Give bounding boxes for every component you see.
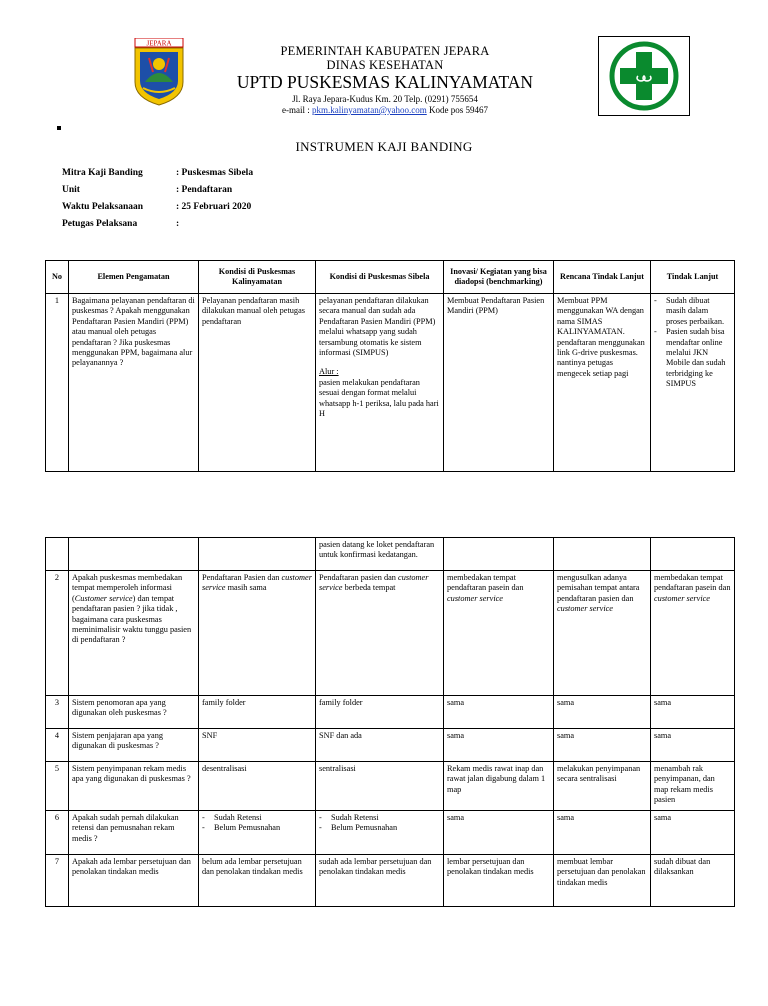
cell-elemen: Apakah sudah pernah dilakukan retensi dan pemusnahan rekam medis ? [69,811,199,855]
institution-name: UPTD PUSKESMAS KALINYAMATAN [236,72,534,92]
email-suffix: Kode pos 59467 [426,105,488,115]
table-row [46,571,735,696]
empty-cell [554,538,651,571]
cell-elemen: Bagaimana pelayanan pendaftaran di puskesmas ? Apakah menggunakan Pendaftaran Pasien Mandiri (PPM) atau manual oleh petugas pendaftaran ? Jika puskesmas menggunakan PPM, bagaimana alur pelayanannya ? [69,294,199,472]
cell-kalinyamatan [199,571,316,696]
column-header: Elemen Pengamatan [69,261,199,294]
cell-sibela: family folder [316,696,444,729]
row-number: 7 [46,855,69,907]
cell-kalinyamatan: Pelayanan pendaftaran masih dilakukan manual oleh petugas pendaftaran [199,294,316,472]
tindak-list [654,296,731,390]
cell-sibela: sudah ada lembar persetujuan dan penolakan tindakan medis [316,855,444,907]
puskesmas-logo-icon [598,36,690,116]
meta-label: Unit [62,184,80,195]
column-header: No [46,261,69,294]
cell-sibela [316,294,444,472]
cell-tindak [651,294,735,472]
cell-rencana: sama [554,696,651,729]
table-row [46,696,735,729]
meta-row [62,164,253,181]
cell-rencana: membuat lembar persetujuan dan penolakan tindakan medis [554,855,651,907]
meta-label: Mitra Kaji Banding [62,167,143,178]
cell-elemen: Apakah ada lembar persetujuan dan penolakan tindakan medis [69,855,199,907]
cell-tindak: sudah dibuat dan dilaksankan [651,855,735,907]
list-item: - Sudah Retensi [202,813,312,823]
text-italic: customer service [319,573,429,593]
benchmark-table-part2 [45,537,735,907]
cell-kalinyamatan: family folder [199,696,316,729]
alur-label: Alur : [319,367,339,377]
meta-row [62,198,253,215]
meta-value: : 25 Februari 2020 [176,201,252,212]
cell-elemen: Sistem penyimpanan rekam medis apa yang digunakan di puskesmas ? [69,762,199,811]
cell-tindak: sama [651,696,735,729]
text-part: Apakah puskesmas membedakan tempat memperoleh informasi ( [72,573,183,603]
cell-rencana: Membuat PPM menggunakan WA dengan nama SIMAS KALINYAMATAN. pendaftaran menggunakan link G-drive puskesmas. nantinya petugas mengecek setiap pagi [554,294,651,472]
meta-value: : Puskesmas Sibela [176,167,254,178]
text-italic: customer service [557,604,613,614]
list-item: - Belum Pemusnahan [319,823,440,833]
cell-sibela [316,811,444,855]
empty-cell [199,538,316,571]
cell-tindak [651,571,735,696]
department-name: DINAS KESEHATAN [326,58,444,72]
cell-inovasi: sama [444,696,554,729]
table-row [46,811,735,855]
row-number: 4 [46,729,69,762]
empty-cell [46,538,69,571]
cell-elemen: Sistem penomoran apa yang digunakan oleh puskesmas ? [69,696,199,729]
list-item: - Sudah Retensi [319,813,440,823]
text-part: mengusulkan adanya pemisahan tempat antara pendaftaran pasien dan [557,573,640,603]
cell-rencana: melakukan penyimpanan secara sentralisasi [554,762,651,811]
email-line [200,105,570,116]
status-list [202,813,312,834]
meta-label: Petugas Pelaksana [62,218,138,229]
address: Jl. Raya Jepara-Kudus Km. 20 Telp. (0291) 755654 [292,94,478,104]
cell-tindak: sama [651,811,735,855]
cell-sibela [316,571,444,696]
list-item: - Pasien sudah bisa mendaftar online melalui JKN Mobile dan sudah terbridging ke SIMPUS [654,327,731,389]
cell-rencana [554,571,651,696]
text-italic: customer service [202,573,312,593]
cell-elemen [69,571,199,696]
table-header-row [46,261,735,294]
cell-kalinyamatan: belum ada lembar persetujuan dan penolakan tindakan medis [199,855,316,907]
cell-inovasi [444,571,554,696]
table-row [46,729,735,762]
column-header: Tindak Lanjut [651,261,735,294]
meta-value: : Pendaftaran [176,184,233,195]
text-part: membedakan tempat pendaftaran pasein dan [654,573,731,593]
sibela-text: pelayanan pendaftaran dilakukan secara manual dan sudah ada Pendaftaran Pasien Mandiri (PPM) melalui whatsapp yang sudah tersambung otomatis ke sistem informasi (SIMPUS) [319,296,436,358]
empty-cell [69,538,199,571]
cell-rencana: sama [554,729,651,762]
bullet-marker [57,126,61,130]
column-header: Rencana Tindak Lanjut [554,261,651,294]
cell-inovasi: lembar persetujuan dan penolakan tindakan medis [444,855,554,907]
text-italic: Customer service [74,593,133,603]
letterhead [200,44,570,116]
cell-inovasi: sama [444,729,554,762]
cell-tindak: sama [651,729,735,762]
text-part: berbeda tempat [342,583,396,593]
cell-sibela: SNF dan ada [316,729,444,762]
cell-sibela: sentralisasi [316,762,444,811]
sibela-alur-text: pasien melakukan pendaftaran sesuai dengan format melalui whatsapp h-1 periksa, lalu pada hari H [319,377,439,419]
row-number: 1 [46,294,69,472]
text-part: masih sama [225,583,267,593]
row-number: 3 [46,696,69,729]
row-number: 6 [46,811,69,855]
cell-inovasi: Rekam medis rawat inap dan rawat jalan digabung dalam 1 map [444,762,554,811]
column-header: Kondisi di Puskesmas Kalinyamatan [199,261,316,294]
empty-cell [651,538,735,571]
text-part: Pendaftaran Pasien dan [202,573,282,582]
cell-sibela: pasien datang ke loket pendaftaran untuk konfirmasi kedatangan. [316,538,444,571]
cell-inovasi: Membuat Pendaftaran Pasien Mandiri (PPM) [444,294,554,472]
benchmark-table-part1 [45,260,735,472]
table-row [46,855,735,907]
cell-elemen: Sistem penjajaran apa yang digunakan di puskesmas ? [69,729,199,762]
cell-tindak: menambah rak penyimpanan, dan map rekam medis pasien [651,762,735,811]
cell-inovasi: sama [444,811,554,855]
status-list [319,813,440,834]
cell-kalinyamatan: SNF [199,729,316,762]
list-item: - Belum Pemusnahan [202,823,312,833]
email-link[interactable]: pkm.kalinyamatan@yahoo.com [311,105,427,115]
empty-cell [444,538,554,571]
column-header: Inovasi/ Kegiatan yang bisa diadopsi (benchmarking) [444,261,554,294]
text-italic: customer service [447,593,503,603]
column-header: Kondisi di Puskesmas Sibela [316,261,444,294]
text-part: membedakan tempat pendaftaran pasein dan [447,573,524,593]
row-number: 2 [46,571,69,696]
crest-label: JEPARA [146,39,172,48]
email-prefix: e-mail : [281,105,312,115]
list-item: - Sudah dibuat masih dalam proses perbaikan. [654,296,731,327]
cell-kalinyamatan [199,811,316,855]
table-row [46,762,735,811]
row-number: 5 [46,762,69,811]
cell-rencana: sama [554,811,651,855]
meta-row [62,215,253,232]
meta-value: : [176,218,180,229]
meta-row [62,181,253,198]
document-title: INSTRUMEN KAJI BANDING [295,139,473,154]
text-italic: customer service [654,593,710,603]
text-part: ) dan tempat pendaftaran pasien ? jika tidak , bagaimana cara puskesmas meminimalisir waktu tunggu pasien di pendaftaran ? [72,593,192,645]
meta-label: Waktu Pelaksanaan [62,201,144,212]
meta-block [62,164,253,232]
cell-kalinyamatan: desentralisasi [199,762,316,811]
government-name: PEMERINTAH KABUPATEN JEPARA [280,44,490,58]
table-row [46,538,735,571]
table-row [46,294,735,472]
text-part: Pendaftaran pasien dan [319,573,399,582]
jepara-crest-icon [133,38,185,106]
